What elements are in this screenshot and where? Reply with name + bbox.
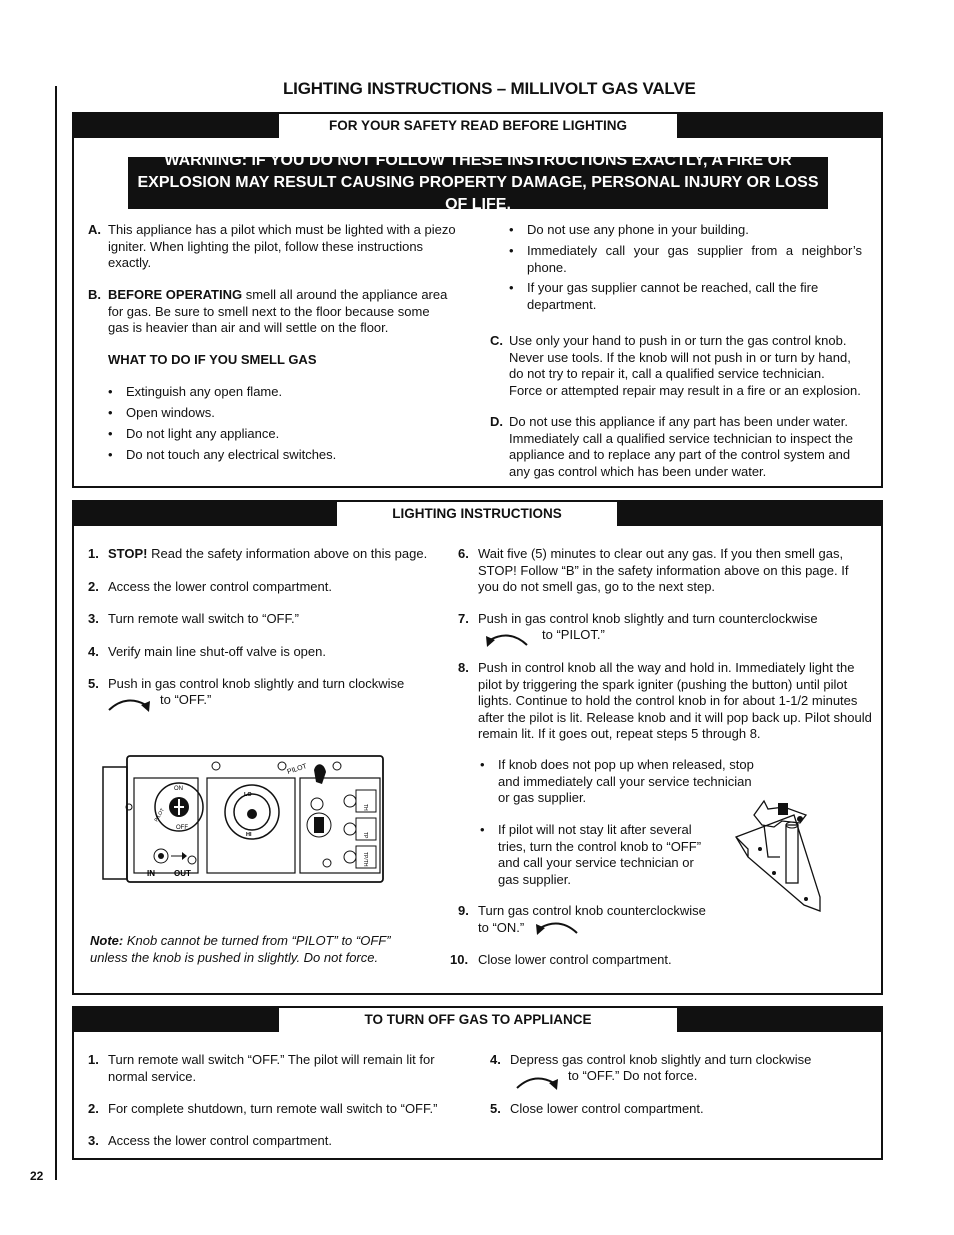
clockwise-arrow-icon bbox=[514, 1070, 562, 1092]
step-5-text: Push in gas control knob slightly and turn clockwise bbox=[108, 676, 405, 691]
gas-valve-diagram bbox=[102, 752, 387, 887]
terminal-tp-label: TP bbox=[362, 832, 368, 839]
knob-lo-label: LO bbox=[244, 792, 252, 798]
turnoff-step-5-text: Close lower control compartment. bbox=[510, 1101, 704, 1116]
step-9-text: Turn gas control knob counterclockwise to “ON.” bbox=[478, 903, 706, 935]
valve-out-label: OUT bbox=[174, 869, 191, 878]
page-title: LIGHTING INSTRUCTIONS – MILLIVOLT GAS VALVE bbox=[283, 79, 696, 98]
counterclockwise-arrow-icon bbox=[532, 915, 580, 937]
pilot-assembly-illustration bbox=[734, 797, 824, 917]
item-d-text: Do not use this appliance if any part has been under water. Immediately call a qualified service technician to inspect the appliance and to replace any part of the control system and any gas control which has been under water. bbox=[509, 414, 853, 479]
step-7-tail: to “PILOT.” bbox=[542, 627, 605, 642]
valve-pilot-label: PILOT bbox=[286, 762, 308, 776]
section-header-bar bbox=[74, 114, 881, 138]
knob-hi-label: HI bbox=[246, 832, 252, 838]
step-number: 8. bbox=[458, 660, 469, 675]
step-number: 4. bbox=[490, 1052, 501, 1067]
smell-heading: WHAT TO DO IF YOU SMELL GAS bbox=[108, 352, 317, 367]
note-text bbox=[90, 933, 420, 966]
section-header: TO TURN OFF GAS TO APPLIANCE bbox=[279, 1008, 677, 1032]
turnoff-step-4-text: Depress gas control knob slightly and turn clockwise bbox=[510, 1052, 812, 1067]
margin-rule bbox=[55, 86, 57, 1180]
step-number: 2. bbox=[88, 579, 99, 594]
valve-in-label: IN bbox=[147, 869, 155, 878]
step-7-text: Push in gas control knob slightly and turn counterclockwise bbox=[478, 611, 818, 626]
turnoff-step-3-text: Access the lower control compartment. bbox=[108, 1133, 332, 1148]
terminal-tptp-label: TP/TH bbox=[362, 852, 368, 867]
step-number: 5. bbox=[88, 676, 99, 691]
turn-off-section bbox=[72, 1006, 883, 1160]
step-2-text: Access the lower control compartment. bbox=[108, 579, 332, 594]
step-number: 3. bbox=[88, 1133, 99, 1148]
section-header-bar bbox=[74, 1008, 881, 1032]
note-body: Knob cannot be turned from “PILOT” to “OFF” unless the knob is pushed in slightly. Do not force. bbox=[90, 933, 391, 965]
item-c-text: Use only your hand to push in or turn the gas control knob. Never use tools. If the knob will not push in or turn by hand, do not try to repair it, call a qualified service technician. Force or attempted repair may result in a fire or an explosion. bbox=[509, 333, 861, 398]
step-number: 5. bbox=[490, 1101, 501, 1116]
item-a-text: This appliance has a pilot which must be lighted with a piezo igniter. When lighting the pilot, follow these instructions exactly. bbox=[108, 222, 456, 270]
knob-off-label: OFF bbox=[176, 825, 188, 831]
step-number: 4. bbox=[88, 644, 99, 659]
turnoff-step-1-text: Turn remote wall switch “OFF.” The pilot will remain lit for normal service. bbox=[108, 1052, 435, 1084]
turnoff-step-2-text: For complete shutdown, turn remote wall switch to “OFF.” bbox=[108, 1101, 438, 1116]
clockwise-arrow-icon bbox=[106, 692, 154, 714]
step-3-text: Turn remote wall switch to “OFF.” bbox=[108, 611, 299, 626]
step-1-text bbox=[108, 546, 448, 563]
note-label: Note: bbox=[90, 933, 124, 948]
warning-banner: WARNING: IF YOU DO NOT FOLLOW THESE INSTRUCTIONS EXACTLY, A FIRE OR EXPLOSION MAY RESULT CAUSING PROPERTY DAMAGE, PERSONAL INJURY OR LOSS OF LIFE. bbox=[128, 157, 828, 209]
step-1-bold: STOP! bbox=[108, 546, 148, 561]
step-number: 7. bbox=[458, 611, 469, 626]
step-4-text: Verify main line shut-off valve is open. bbox=[108, 644, 326, 659]
step-6-text: Wait five (5) minutes to clear out any gas. If you then smell gas, STOP! Follow “B” in the safety information above on this page. If you do not smell gas, go to the next step. bbox=[478, 546, 849, 594]
item-b-text bbox=[108, 287, 453, 337]
step-number: 10. bbox=[450, 952, 469, 967]
step-number: 3. bbox=[88, 611, 99, 626]
step-8-text: Push in control knob all the way and hold in. Immediately light the pilot by triggering the spark igniter (pushing the button) until pilot lights. Continue to hold the control knob in for about 1-1/2 minutes after the pilot is lit. Release knob and it will pop back up. Pilot should remain lit. If it goes out, repeat steps 5 through 8. bbox=[478, 660, 872, 741]
item-marker: A. bbox=[88, 222, 101, 237]
knob-pilot-label: PILOT bbox=[153, 807, 166, 823]
step-number: 1. bbox=[88, 546, 99, 561]
item-marker: C. bbox=[490, 333, 503, 348]
step-5-tail: to “OFF.” bbox=[160, 692, 212, 707]
knob-on-label: ON bbox=[174, 786, 183, 792]
terminal-th-label: TH bbox=[362, 804, 368, 811]
step-1-body: Read the safety information above on this page. bbox=[147, 546, 428, 561]
item-marker: B. bbox=[88, 287, 101, 302]
step-10-text: Close lower control compartment. bbox=[478, 952, 672, 967]
step-number: 9. bbox=[458, 903, 469, 918]
section-header: FOR YOUR SAFETY READ BEFORE LIGHTING bbox=[279, 114, 677, 138]
turnoff-step-4-tail: to “OFF.” Do not force. bbox=[568, 1068, 698, 1083]
counterclockwise-arrow-icon bbox=[482, 627, 530, 649]
item-b-body: smell all around the appliance area for gas. Be sure to smell next to the floor because some gas is heavier than air and will settle on the floor. bbox=[108, 287, 448, 335]
section-header: LIGHTING INSTRUCTIONS bbox=[337, 502, 617, 526]
item-b-bold: BEFORE OPERATING bbox=[108, 287, 243, 302]
page-number: 22 bbox=[30, 1169, 44, 1183]
step-number: 1. bbox=[88, 1052, 99, 1067]
section-header-bar bbox=[74, 502, 881, 526]
item-marker: D. bbox=[490, 414, 503, 429]
safety-section: FOR YOUR SAFETY READ BEFORE LIGHTING WARNING: IF YOU DO NOT FOLLOW THESE INSTRUCTIONS EXACTLY, A FIRE OR EXPLOSION MAY RESULT CAUSING PROPERTY DAMAGE, PERSONAL INJURY OR LOSS OF LIFE. A. This appliance has a pilot which must be lighted with a piezo igniter. When lighting the pilot, follow these instructions exactly. B. BEFORE OPERATING smell all around the appliance area for gas. Be sure to smell next to the floor because some gas is heavier than air and will settle on the floor. WHAT TO DO IF YOU SMELL GAS • Extinguish any open flame. • Open windows. • Do not light any appliance. • Do not touch any electrical switches. • Do not use any phone in your building. • Immediately call your gas supplier from a neighbor’s phone. • If your gas supplier cannot be reached, call the fire department. C. Use only your hand to push in or turn the gas control knob. Never use tools. If the knob will not push in or turn by hand, do not try to repair it, call a qualified service technician. Force or attempted repair may result in a fire or an explosion. D. Do not use this appliance if any part has been under water. Immediately call a qualified service technician to inspect the appliance and to replace any part of the control system and any gas control which has been under water. bbox=[72, 112, 883, 488]
lighting-section: LIGHTING INSTRUCTIONS 1. STOP! Read the safety information above on this page. 2. Access the lower control compartment. 3. Turn remote wall switch to “OFF.” 4. Verify main line shut-off valve is open. 5. Push in gas control knob slightly and turn clockwise to “OFF.” IN OUT PILOT ON OFF PILOT LO HI TH TP TP/TH Note: Knob cannot be turned from “PILOT” to “OFF” unless the knob is pushed in slightly. Do not force. 6. Wait five (5) minutes to clear out any gas. If you then smell gas, STOP! Follow “B” in the safety information above on this page. If you do not smell gas, go to the next step. 7. Push in gas control knob slightly and turn counterclockwise to “PILOT.” 8. Push in control knob all the way and hold in. Immediately light the pilot by triggering the spark igniter (pushing the button) until pilot lights. Continue to hold the control knob in for about 1-1/2 minutes after the pilot is lit. Release knob and it will pop back up. Pilot should remain lit. If it goes out, repeat steps 5 through 8. • If knob does not pop up when released, stop and immediately call your service technician or gas supplier. • If pilot will not stay lit after several tries, turn the control knob to “OFF” and call your service technician or gas supplier. 9. Turn gas control knob counterclockwise to “ON.” 10. Close lower control compartment. bbox=[72, 500, 883, 995]
step-number: 2. bbox=[88, 1101, 99, 1116]
step-number: 6. bbox=[458, 546, 469, 561]
